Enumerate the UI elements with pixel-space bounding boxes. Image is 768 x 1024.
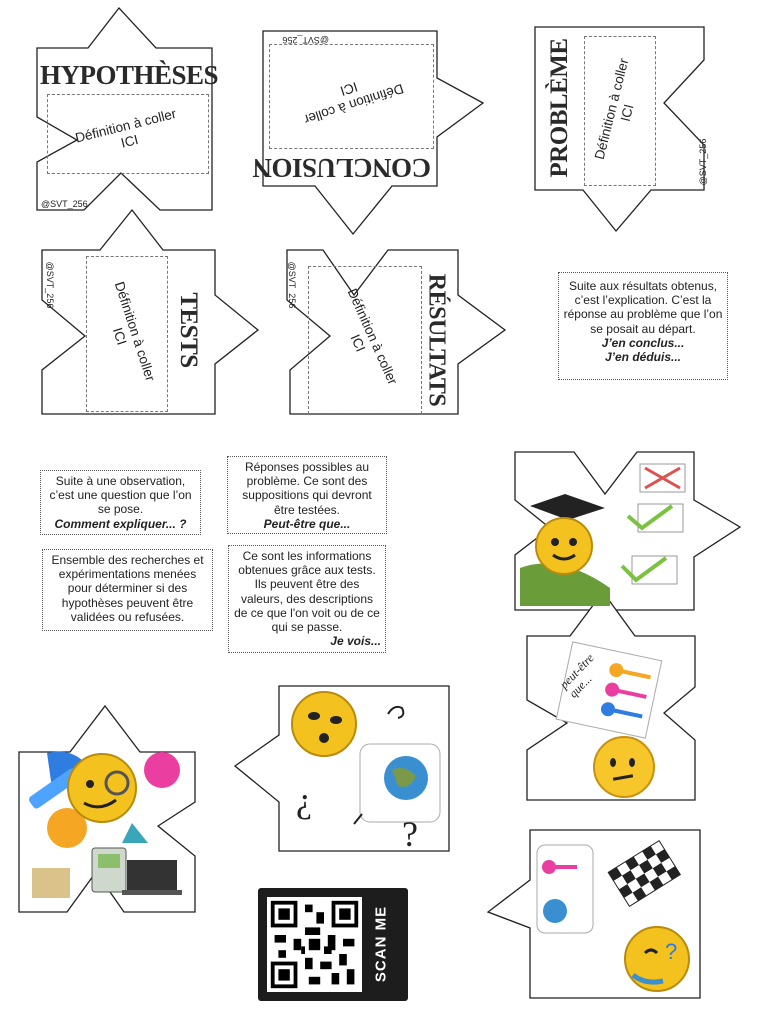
probleme-placeholder-text: Définition à coller ICI	[591, 56, 637, 162]
svg-text:?: ?	[665, 939, 678, 964]
definition-card-hypotheses	[227, 456, 387, 534]
svg-text:¿: ¿	[296, 780, 312, 820]
illus-keys	[545, 644, 690, 794]
conclusion-label	[252, 33, 437, 185]
hypotheses-title: HYPOTHÈSES	[40, 60, 219, 90]
definition-emphasis: Peut-être que...	[263, 516, 351, 531]
conclusion-credit: @SVT_256	[282, 35, 329, 45]
tests-title: TESTS	[175, 292, 202, 368]
tests-credit: @SVT_256	[45, 261, 55, 309]
qr-code	[267, 897, 362, 992]
illus-success	[520, 458, 690, 606]
svg-text:?: ?	[402, 814, 418, 848]
thinking-face-icon	[593, 736, 655, 798]
hypotheses-credit: @SVT_256	[41, 199, 88, 209]
illus-finish	[533, 835, 697, 995]
hypotheses-placeholder	[47, 94, 209, 174]
definition-emphasis: Je vois...	[330, 634, 381, 649]
scan-me-label: SCAN ME	[372, 905, 390, 983]
definition-card-probleme	[40, 470, 201, 535]
resultats-placeholder	[308, 266, 422, 414]
definition-card-tests	[42, 549, 213, 631]
question-thinking-icon	[284, 690, 446, 848]
definition-text: Suite à une observation, c’est une question que l’on se pose.	[49, 474, 192, 517]
hypotheses-placeholder-text: Définition à coller ICI	[73, 105, 179, 151]
resultats-title: RÉSULTATS	[423, 273, 450, 407]
definition-card-conclusion	[558, 272, 728, 380]
definition-emphasis: J’en conclus... J’en déduis...	[601, 335, 685, 365]
maybe-note	[556, 641, 663, 738]
tests-placeholder	[86, 256, 168, 412]
resultats-credit: @SVT_256	[287, 261, 297, 309]
illus-question	[284, 690, 446, 848]
qr-code-card[interactable]	[258, 888, 408, 1001]
definition-text: Réponses possibles au problème. Ce sont des suppositions qui devront être testées.	[242, 460, 372, 517]
illus-scientist	[22, 748, 192, 908]
finish-flag-icon	[533, 835, 697, 995]
scientist-tools-icon	[22, 748, 192, 908]
conclusion-placeholder	[269, 44, 434, 149]
definition-text: Ensemble des recherches et expérimentations menées pour déterminer si des hypothèses peuvent être validées ou refusées.	[51, 553, 204, 624]
probleme-title: PROBLÈME	[546, 38, 573, 178]
resultats-placeholder-text: Définition à coller ICI	[344, 286, 401, 387]
maybe-note-text: peut-être que...	[556, 650, 597, 701]
conclusion-title: CONCLUSION	[252, 153, 431, 183]
probleme-placeholder	[584, 36, 656, 186]
definition-card-resultats	[228, 545, 386, 653]
conclusion-placeholder-text: Définition à coller ICI	[302, 79, 406, 128]
graduate-checklist-icon	[520, 458, 690, 606]
definition-emphasis: Comment expliquer... ?	[54, 516, 187, 531]
probleme-credit: @SVT_256	[698, 138, 708, 186]
definition-text: Ce sont les informations obtenues grâce aux tests. Ils peuvent être des valeurs, des descriptions de ce que l'on voit ou de ce qui se passe.	[234, 549, 380, 635]
definition-text: Suite aux résultats obtenus, c’est l’explication. C’est la réponse au problème que l’on se posait au départ.	[563, 279, 723, 336]
tests-placeholder-text: Définition à coller ICI	[110, 279, 159, 383]
qr-code-icon	[267, 897, 362, 992]
